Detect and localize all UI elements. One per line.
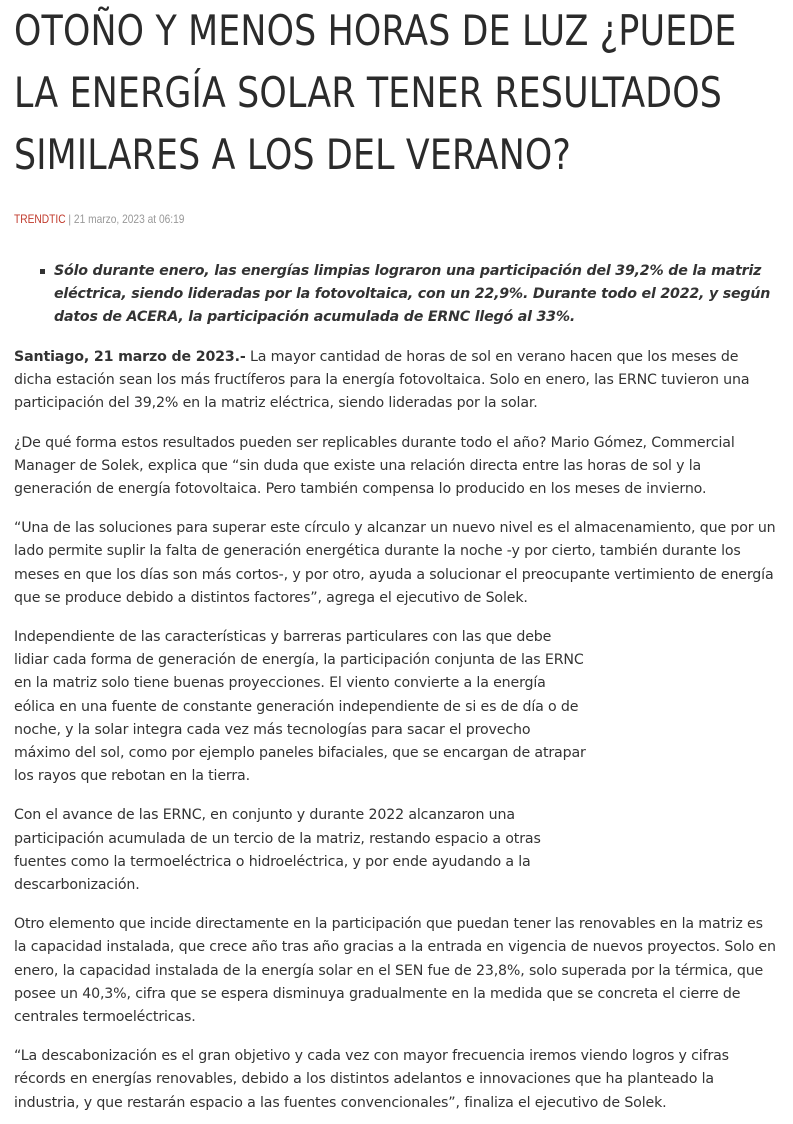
paragraph: Otro elemento que incide directamente en la participación que puedan tener las renovables en la matriz es la capacidad instalada, que crece año tras año gracias a la entrada en vigencia de nuevos proyectos. Solo en enero, la capacidad instalada de la energía solar en el SEN fue de 23,8%, solo superada por la térmica, que posee un 40,3%, cifra que se espera disminuya gradualmente en la medida que se concreta el cierre de centrales termoeléctricas. bbox=[14, 916, 776, 1026]
article-title: OTOÑO Y MENOS HORAS DE LUZ ¿PUEDE LA ENERGÍA SOLAR TENER RESULTADOS SIMILARES A LOS DEL VERANO? bbox=[14, 6, 737, 179]
paragraph: “Una de las soluciones para superar este círculo y alcanzar un nuevo nivel es el almacenamiento, que por un lado permite suplir la falta de generación energética durante la noche -y por cierto, también durante los meses en que los días son más cortos-, y por otro, ayuda a solucionar el preocupante vertimiento de energía que se produce debido a distintos factores”, agrega el ejecutivo de Solek. bbox=[14, 520, 776, 606]
meta-separator: | bbox=[65, 212, 74, 226]
paragraph: ¿De qué forma estos resultados pueden ser replicables durante todo el año? Mario Gómez, Commercial Manager de Solek, explica que “sin duda que existe una relación directa entre las horas de sol y la generación de energía fotovoltaica. Pero también compensa lo producido en los meses de invierno. bbox=[14, 434, 735, 498]
publish-date: 21 marzo, 2023 at 06:19 bbox=[73, 212, 185, 226]
article-meta bbox=[14, 212, 269, 226]
dateline: Santiago, 21 marzo de 2023.- bbox=[14, 349, 246, 365]
paragraph: Con el avance de las ERNC, en conjunto y durante 2022 alcanzaron una participación acumulada de un tercio de la matriz, restando espacio a otras fuentes como la termoeléctrica o hidroeléctrica, y por ende ayudando a la descarbonización. bbox=[14, 807, 541, 894]
paragraph-lead bbox=[14, 346, 776, 416]
article bbox=[14, 0, 776, 1115]
author-link[interactable]: TRENDTIC bbox=[14, 212, 66, 226]
highlight-item bbox=[54, 260, 776, 329]
highlights-list bbox=[14, 260, 776, 329]
bullet-square-icon bbox=[40, 269, 45, 274]
highlight-text: Sólo durante enero, las energías limpias lograron una participación del 39,2% de la matriz eléctrica, siendo lideradas por la fotovoltaica, con un 22,9%. Durante todo el 2022, y según datos de ACERA, la participación acumulada de ERNC llegó al 33%. bbox=[54, 263, 771, 325]
paragraph: Independiente de las características y barreras particulares con las que debe lidiar cada forma de generación de energía, la participación conjunta de las ERNC en la matriz solo tiene buenas proyecciones. El viento convierte a la energía eólica en una fuente de constante generación independiente de si es de día o de noche, y la solar integra cada vez más tecnologías para sacar el provecho máximo del sol, como por ejemplo paneles bifaciales, que se encargan de atrapar los rayos que rebotan en la tierra. bbox=[14, 629, 586, 785]
paragraph: “La descabonización es el gran objetivo y cada vez con mayor frecuencia iremos viendo logros y cifras récords en energías renovables, debido a los distintos adelantos e innovaciones que ha planteado la industria, y que restarán espacio a las fuentes convencionales”, finaliza el ejecutivo de Solek. bbox=[14, 1048, 729, 1111]
paragraph-text: La mayor cantidad de horas de sol en verano hacen que los meses de dicha estación sean los más fructíferos para la energía fotovoltaica. Solo en enero, las ERNC tuvieron una participación del 39,2% en la matriz eléctrica, siendo lideradas por la solar. bbox=[14, 349, 750, 412]
